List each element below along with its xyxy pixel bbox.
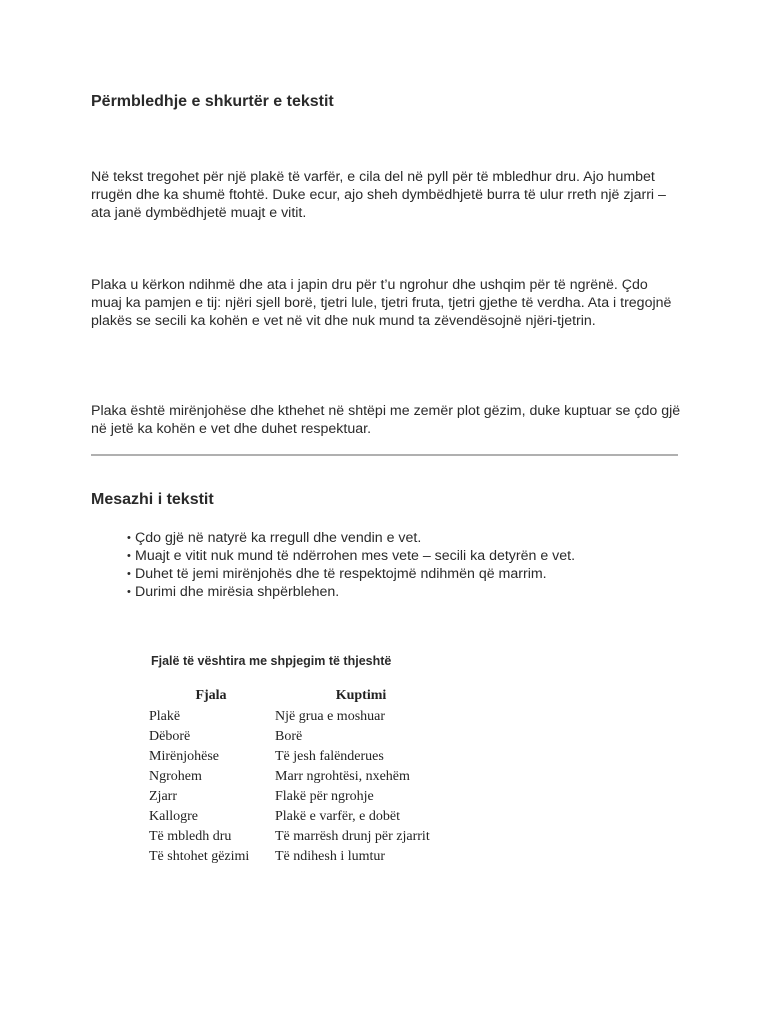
list-item <box>127 547 575 565</box>
meaning-cell: Borë <box>275 729 303 744</box>
word-cell: Mirënjohëse <box>149 749 219 764</box>
summary-paragraph-2: Plaka u kërkon ndihmë dhe ata i japin dru për t’u ngrohur dhe ushqim për të ngrënë. Çdo muaj ka pamjen e tij: njëri sjell borë, tjetri lule, tjetri fruta, tjetri gjethe të verdha. Ata i tregojnë plakës se secili ka kohën e vet në vit dhe nuk mund ta zëvendësojnë njëri-tjetrin. <box>91 277 672 329</box>
table-row <box>149 707 447 727</box>
meaning-cell: Flakë për ngrohje <box>275 789 374 804</box>
bullet-icon: • <box>127 586 131 598</box>
column-header-word: Fjala <box>195 688 227 703</box>
word-cell: Dëborë <box>149 729 191 744</box>
message-item-text: Çdo gjë në natyrë ka rregull dhe vendin e vet. <box>135 530 422 546</box>
bullet-icon: • <box>127 550 131 562</box>
meaning-cell: Të ndihesh i lumtur <box>275 849 386 864</box>
meaning-cell: Një grua e moshuar <box>275 709 386 724</box>
word-cell: Të mbledh dru <box>149 829 232 844</box>
word-cell: Plakë <box>149 709 181 724</box>
vocabulary-table <box>149 687 447 867</box>
list-item <box>127 529 575 547</box>
word-cell: Ngrohem <box>149 769 202 784</box>
meaning-cell: Të marrësh drunj për zjarrit <box>275 829 430 844</box>
summary-paragraph-1: Në tekst tregohet për një plakë të varfër, e cila del në pyll për të mbledhur dru. Ajo humbet rrugën dhe ka shumë ftohtë. Duke ecur, ajo sheh dymbëdhjetë burra të ulur rreth një zjarri – ata janë dymbëdhjetë muajt e vitit. <box>91 169 666 221</box>
list-item <box>127 565 575 583</box>
word-cell: Të shtohet gëzimi <box>149 849 250 864</box>
message-list <box>127 529 575 601</box>
table-row <box>149 807 447 827</box>
message-item-text: Durimi dhe mirësia shpërblehen. <box>135 584 340 600</box>
table-row <box>149 767 447 787</box>
list-item <box>127 583 575 601</box>
word-cell: Kallogre <box>149 809 198 824</box>
table-row <box>149 827 447 847</box>
table-row <box>149 747 447 767</box>
summary-title: Përmbledhje e shkurtër e tekstit <box>91 93 334 110</box>
table-row <box>149 847 447 867</box>
meaning-cell: Plakë e varfër, e dobët <box>275 809 400 824</box>
vocabulary-title: Fjalë të vështira me shpjegim të thjeshtë <box>151 654 392 668</box>
table-row <box>149 787 447 807</box>
table-header-row <box>149 687 447 707</box>
message-item-text: Duhet të jemi mirënjohës dhe të respektojmë ndihmën që marrim. <box>135 566 547 582</box>
message-title: Mesazhi i tekstit <box>91 491 214 508</box>
bullet-icon: • <box>127 568 131 580</box>
message-item-text: Muajt e vitit nuk mund të ndërrohen mes vete – secili ka detyrën e vet. <box>135 548 576 564</box>
meaning-cell: Të jesh falënderues <box>275 749 384 764</box>
summary-paragraph-3: Plaka është mirënjohëse dhe kthehet në shtëpi me zemër plot gëzim, duke kuptuar se çdo gjë në jetë ka kohën e vet dhe duhet respektuar. <box>91 403 681 437</box>
table-row <box>149 727 447 747</box>
word-cell: Zjarr <box>149 789 177 804</box>
section-divider <box>91 454 678 456</box>
meaning-cell: Marr ngrohtësi, nxehëm <box>275 769 410 784</box>
column-header-meaning: Kuptimi <box>335 688 387 703</box>
bullet-icon: • <box>127 532 131 544</box>
